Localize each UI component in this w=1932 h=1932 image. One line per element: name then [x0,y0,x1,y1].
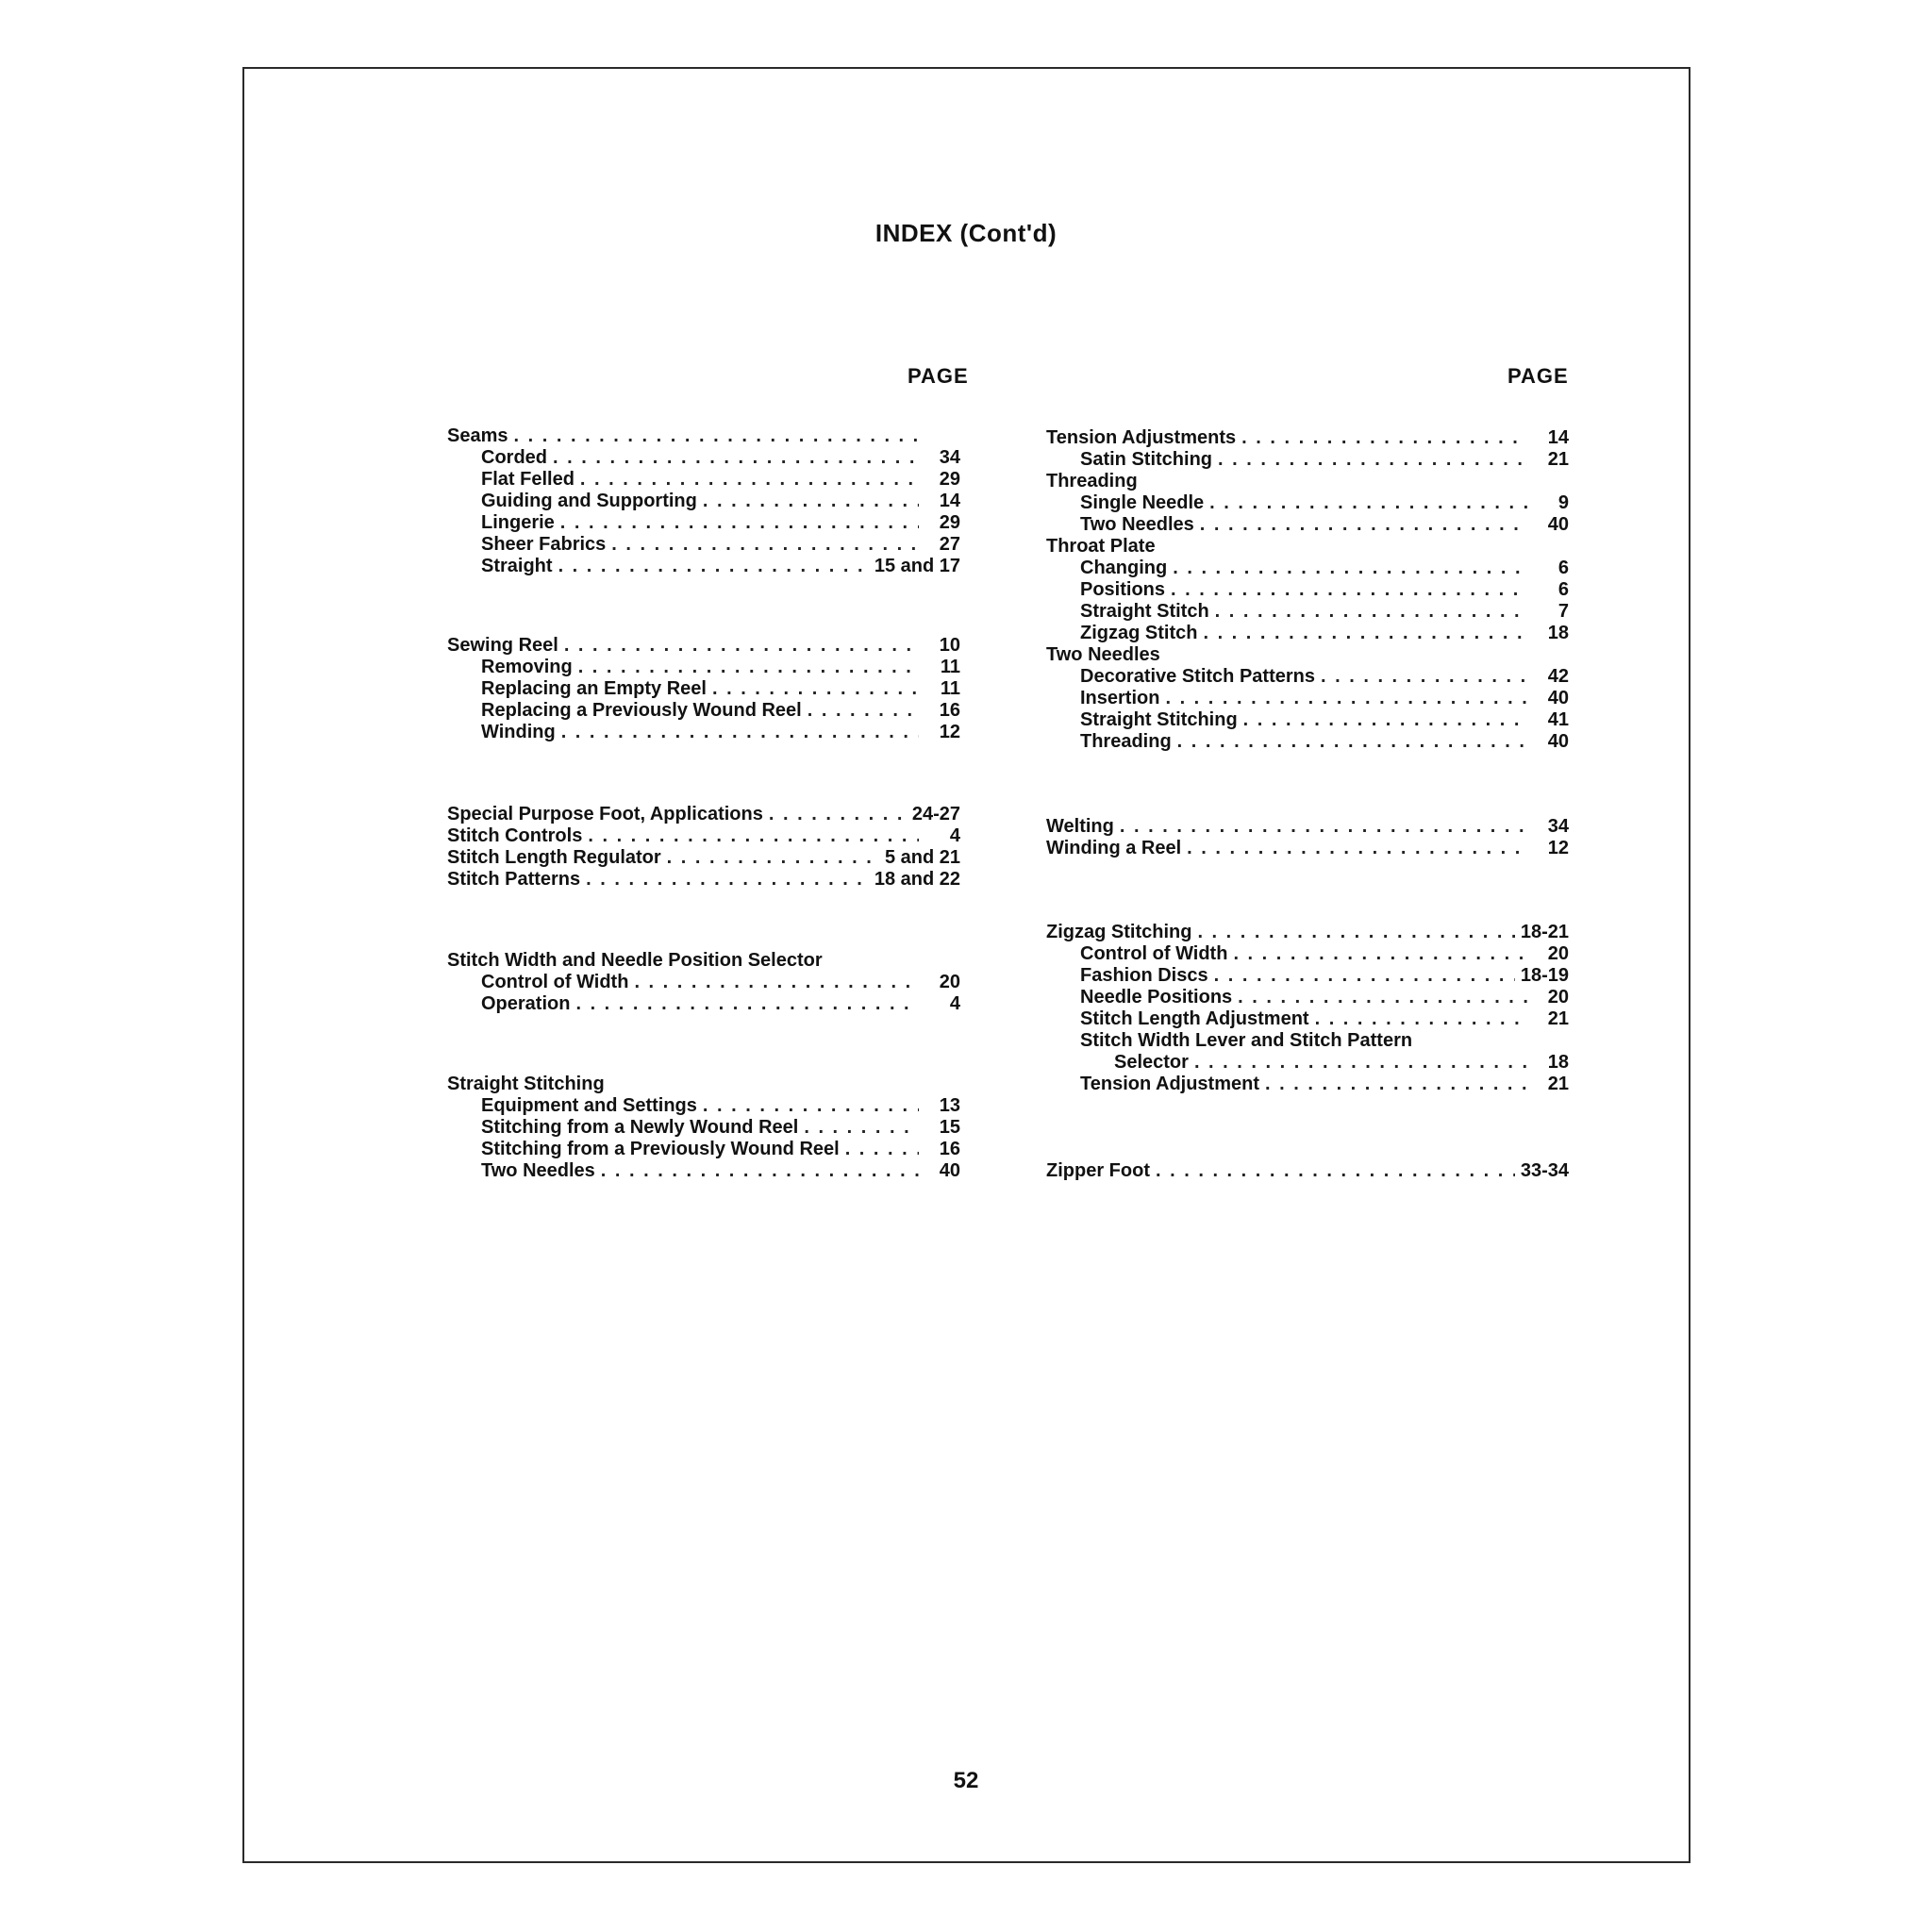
index-entry: Special Purpose Foot, Applications . . . 24-27 [447,804,960,825]
index-entry: Stitching from a Previously Wound Reel . . . 16 [447,1139,960,1160]
index-entry: Sewing Reel . . . 10 [447,635,960,657]
index-entry: Operation . . . 4 [447,993,960,1015]
index-entry: Satin Stitching . . . 21 [1046,449,1569,471]
index-entry: Straight Stitching . . . 41 [1046,709,1569,731]
page-number: 52 [953,1768,979,1793]
index-entry: Straight Stitch . . . 7 [1046,601,1569,623]
index-group-stitch-width [447,950,960,1015]
index-entry: Seams . . . [447,425,960,447]
index-entry: Stitch Controls . . . 4 [447,825,960,847]
index-entry: Winding . . . 12 [447,722,960,743]
index-title: INDEX (Cont'd) [874,219,1058,247]
index-entry: Changing . . . 6 [1046,558,1569,579]
index-entry: Needle Positions . . . 20 [1046,987,1569,1008]
index-entry: Stitch Width Lever and Stitch Pattern [1080,1030,1413,1051]
index-entry: Stitch Length Regulator . . . 5 and 21 [447,847,960,869]
index-group-straight-stitching [447,1074,960,1182]
index-entry: Control of Width . . . 20 [1046,943,1569,965]
index-entry: Flat Felled . . . 29 [447,469,960,491]
index-entry: Positions . . . 6 [1046,579,1569,601]
index-entry: Tension Adjustments . . . 14 [1046,427,1569,449]
index-entry: Fashion Discs . . . 18-19 [1046,965,1569,987]
index-entry: Straight Stitching [447,1074,605,1094]
index-entry: Replacing a Previously Wound Reel . . . 16 [447,700,960,722]
index-entry: Replacing an Empty Reel . . . 11 [447,678,960,700]
index-entry: Tension Adjustment . . . 21 [1046,1074,1569,1095]
page-column-heading-left: PAGE [908,364,969,388]
index-entry: Zigzag Stitch . . . 18 [1046,623,1569,644]
index-group-sewing-reel [447,635,960,743]
index-entry: Zigzag Stitching . . . 18-21 [1046,922,1569,943]
index-group-welting [1046,816,1569,859]
index-entry: Removing . . . 11 [447,657,960,678]
index-entry: Throat Plate [1046,536,1156,557]
index-entry: Zipper Foot . . . 33-34 [1046,1160,1569,1182]
index-entry: Winding a Reel . . . 12 [1046,838,1569,859]
index-entry: Single Needle . . . 9 [1046,492,1569,514]
index-group-zipper-foot [1046,1160,1569,1182]
index-entry: Two Needles [1046,644,1160,665]
index-entry: Two Needles . . . 40 [447,1160,960,1182]
index-group-zigzag-stitching [1046,922,1569,1095]
page-column-heading-right: PAGE [1507,364,1569,388]
index-entry: Sheer Fabrics . . . 27 [447,534,960,556]
index-entry: Stitch Patterns . . . 18 and 22 [447,869,960,891]
index-entry: Control of Width . . . 20 [447,972,960,993]
index-group-tension-two-needles [1046,427,1569,753]
index-entry: Stitch Width and Needle Position Selector [447,950,823,971]
index-entry: Stitch Length Adjustment . . . 21 [1046,1008,1569,1030]
index-entry: Threading . . . 40 [1046,731,1569,753]
index-entry: Threading [1046,471,1138,491]
index-entry: Stitching from a Newly Wound Reel . . . 15 [447,1117,960,1139]
index-entry: Guiding and Supporting . . . 14 [447,491,960,512]
index-entry: Corded . . . 34 [447,447,960,469]
index-entry: Straight . . . 15 and 17 [447,556,960,577]
index-entry: Decorative Stitch Patterns . . . 42 [1046,666,1569,688]
index-entry: Lingerie . . . 29 [447,512,960,534]
index-group-stitch [447,804,960,891]
index-group-seams [447,425,960,577]
index-entry: Two Needles . . . 40 [1046,514,1569,536]
index-entry: Welting . . . 34 [1046,816,1569,838]
index-entry: Insertion . . . 40 [1046,688,1569,709]
index-entry: Equipment and Settings . . . 13 [447,1095,960,1117]
index-entry: Selector . . . 18 [1046,1052,1569,1074]
